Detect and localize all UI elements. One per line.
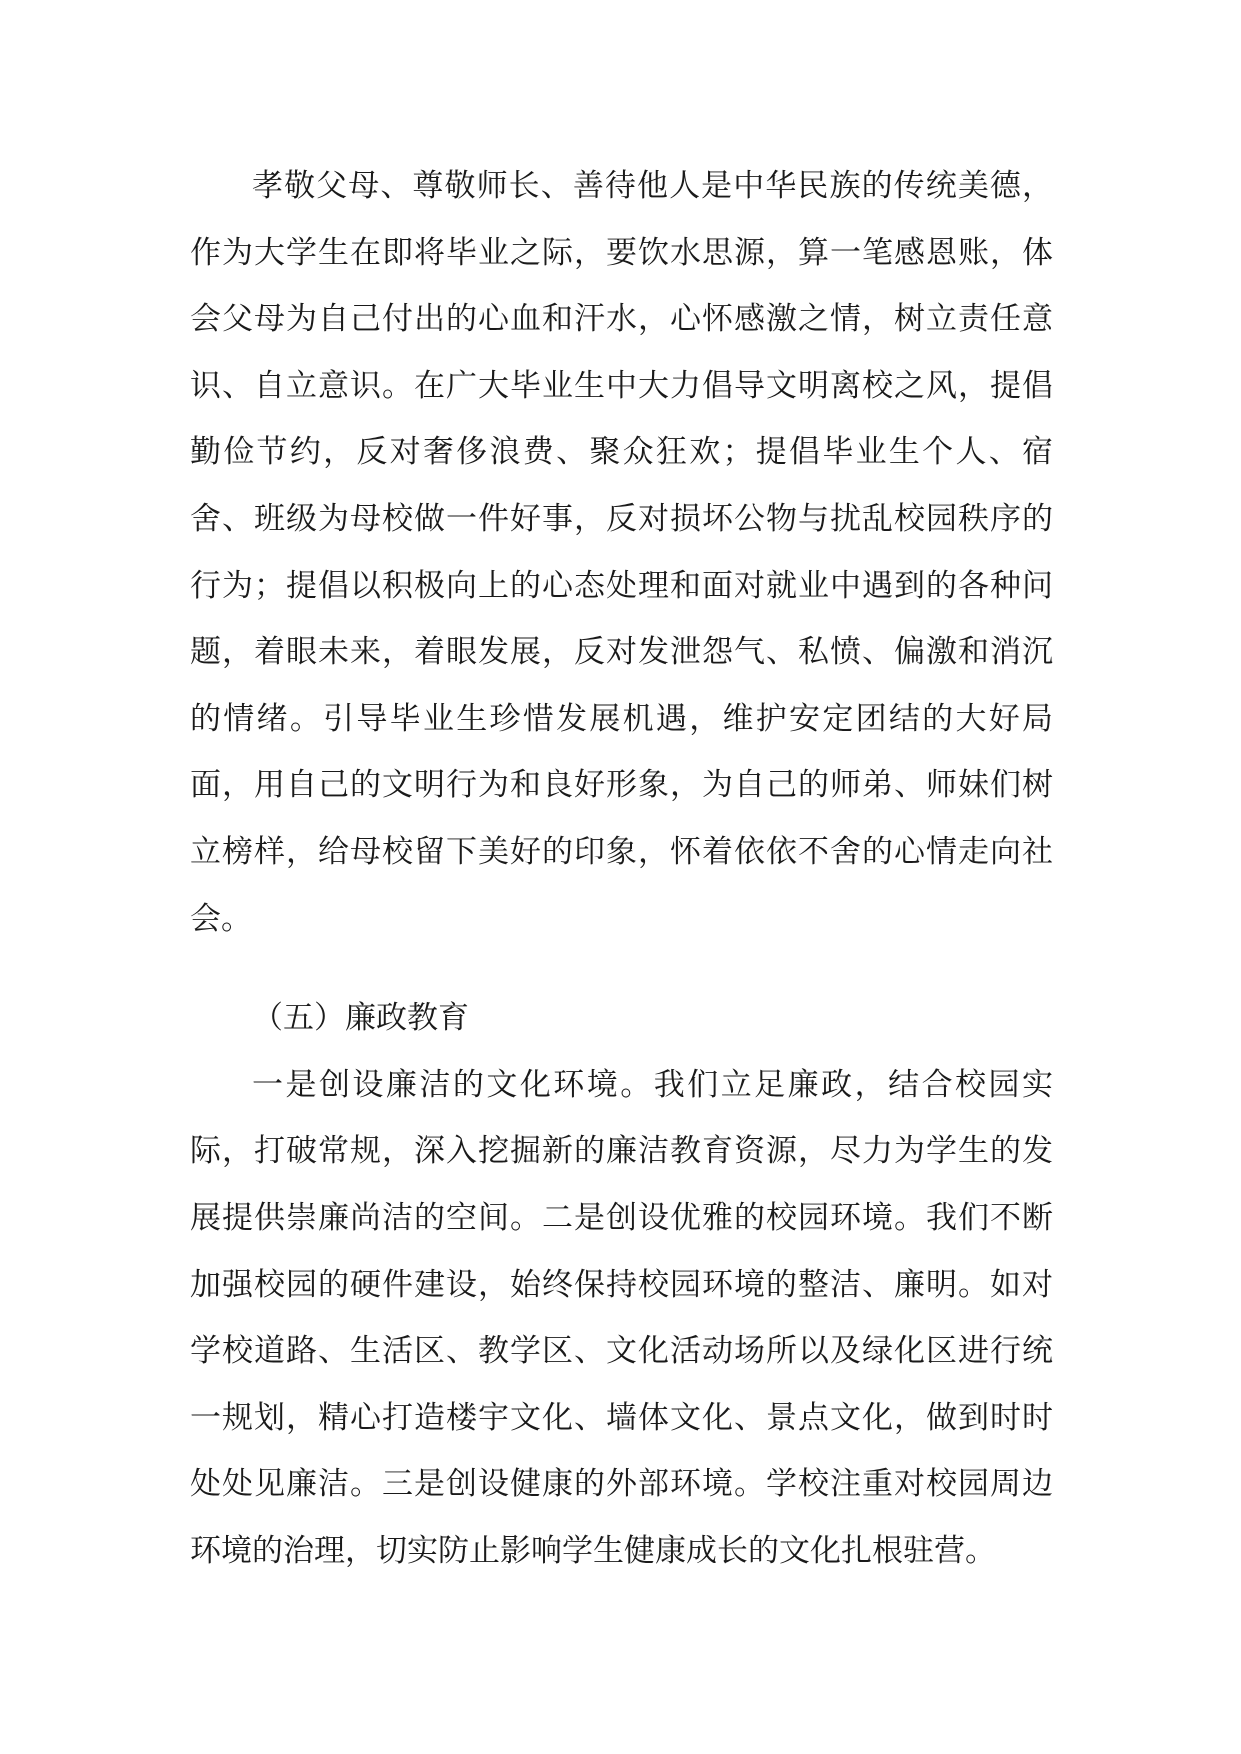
section-heading-integrity-education: （五）廉政教育 [252, 1000, 469, 1037]
body-paragraph-gratitude: 孝敬父母、尊敬师长、善待他人是中华民族的传统美德，作为大学生在即将毕业之际，要饮水思源，算一笔感恩账，体会父母为自己付出的心血和汗水，心怀感激之情，树立责任意识、自立意识。在广大毕业生中大力倡导文明离校之风，提倡勤俭节约，反对奢侈浪费、聚众狂欢；提倡毕业生个人、宿舍、班级为母校做一件好事，反对损坏公物与扰乱校园秩序的行为；提倡以积极向上的心态处理和面对就业中遇到的各种问题，着眼未来，着眼发展，反对发泄怨气、私愤、偏激和消沉的情绪。引导毕业生珍惜发展机遇，维护安定团结的大好局面，用自己的文明行为和良好形象，为自己的师弟、师妹们树立榜样，给母校留下美好的印象，怀着依依不舍的心情走向社会。 [190, 168, 1053, 937]
document-body [190, 153, 1053, 1584]
body-paragraph-integrity-environment: 一是创设廉洁的文化环境。我们立足廉政，结合校园实际，打破常规，深入挖掘新的廉洁教育资源，尽力为学生的发展提供崇廉尚洁的空间。二是创设优雅的校园环境。我们不断加强校园的硬件建设，始终保持校园环境的整洁、廉明。如对学校道路、生活区、教学区、文化活动场所以及绿化区进行统一规划，精心打造楼宇文化、墙体文化、景点文化，做到时时处处见廉洁。三是创设健康的外部环境。学校注重对校园周边环境的治理，切实防止影响学生健康成长的文化扎根驻营。 [190, 1066, 1053, 1569]
